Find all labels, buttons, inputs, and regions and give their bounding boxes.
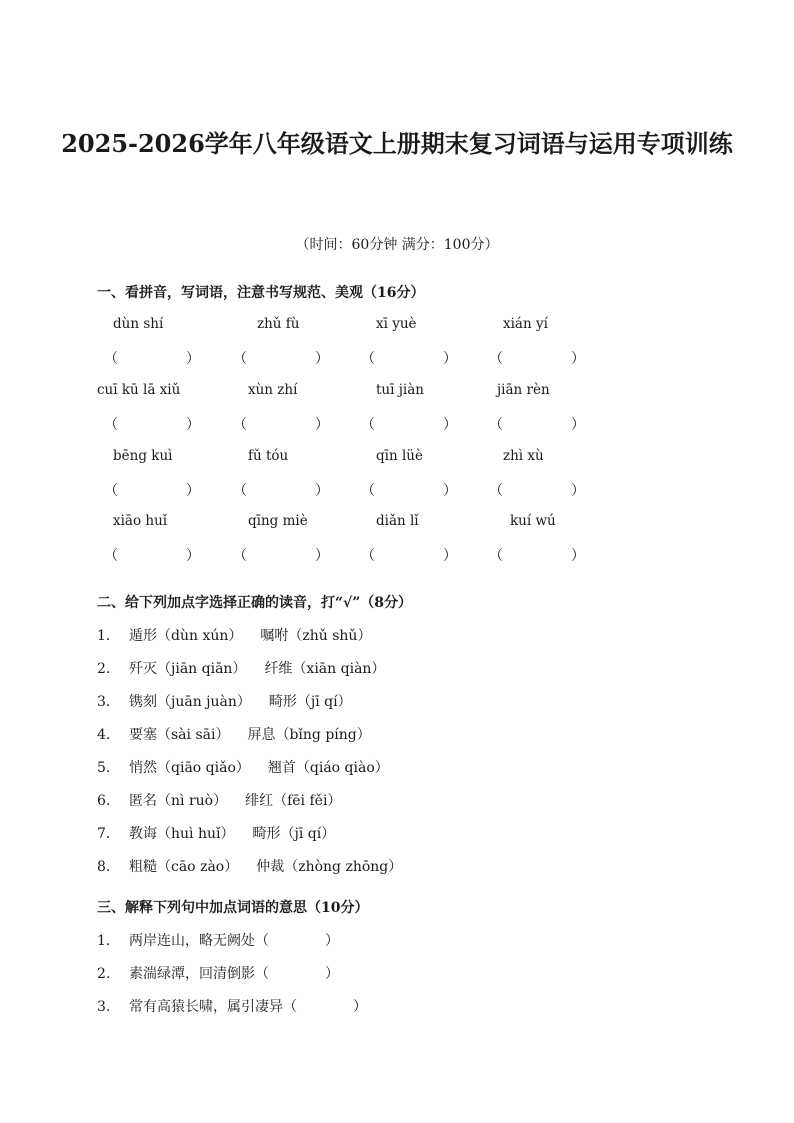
pinyin-prompt: diǎn lǐ — [376, 513, 419, 529]
item-number: 1. — [97, 933, 111, 949]
pinyin-prompt: xī yuè — [376, 316, 417, 332]
pinyin-prompt: bēng kuì — [113, 448, 173, 464]
section3-heading: 三、解释下列句中加点词语的意思（10分） — [97, 900, 369, 916]
close-bracket: ） — [315, 351, 329, 367]
word-b[interactable]: 屏息（bǐng píng） — [247, 727, 371, 743]
pinyin-prompt: dùn shí — [113, 316, 164, 332]
close-bracket: ） — [571, 548, 585, 564]
pinyin-prompt: xián yí — [503, 316, 548, 332]
close-bracket: ） — [443, 417, 457, 433]
item-number: 8. — [97, 859, 111, 875]
close-bracket: ） — [571, 351, 585, 367]
list-item — [97, 790, 341, 810]
list-item — [97, 658, 385, 678]
list-item — [97, 856, 402, 876]
pinyin-prompt: kuí wú — [510, 513, 556, 529]
open-bracket: （ — [104, 483, 118, 499]
sentence-text: 两岸连山，略无阙处（ ） — [129, 933, 339, 949]
list-item — [97, 930, 339, 950]
open-bracket: （ — [104, 548, 118, 564]
close-bracket: ） — [315, 548, 329, 564]
pinyin-prompt: tuī jiàn — [376, 382, 424, 398]
pinyin-prompt: fǔ tóu — [248, 448, 289, 464]
word-b[interactable]: 嘱咐（zhǔ shǔ） — [260, 628, 372, 644]
word-a[interactable]: 要塞（sài sāi） — [129, 727, 230, 743]
list-item — [97, 691, 352, 711]
pinyin-prompt: zhì xù — [503, 448, 544, 464]
close-bracket: ） — [443, 483, 457, 499]
pinyin-prompt: qīn lüè — [376, 448, 423, 464]
item-number: 3. — [97, 694, 111, 710]
open-bracket: （ — [489, 548, 503, 564]
pinyin-prompt: qīng miè — [248, 513, 308, 529]
list-item — [97, 724, 371, 744]
pinyin-prompt: zhǔ fù — [257, 316, 300, 332]
open-bracket: （ — [489, 351, 503, 367]
close-bracket: ） — [571, 417, 585, 433]
open-bracket: （ — [361, 351, 375, 367]
word-a[interactable]: 遁形（dùn xún） — [129, 628, 243, 644]
document-title: 2025-2026学年八年级语文上册期末复习词语与运用专项训练 — [61, 129, 733, 158]
item-number: 7. — [97, 826, 111, 842]
item-number: 6. — [97, 793, 111, 809]
pinyin-prompt: jiān rèn — [497, 382, 550, 398]
close-bracket: ） — [315, 417, 329, 433]
word-a[interactable]: 教诲（huì huǐ） — [129, 826, 235, 842]
section2-heading: 二、给下列加点字选择正确的读音，打“√”（8分） — [97, 595, 413, 611]
pinyin-prompt: xiāo huǐ — [113, 513, 168, 529]
list-item — [97, 757, 389, 777]
close-bracket: ） — [186, 483, 200, 499]
pinyin-prompt: cuī kū lā xiǔ — [97, 382, 181, 398]
pinyin-prompt: xùn zhí — [248, 382, 298, 398]
word-b[interactable]: 畸形（jī qí） — [252, 826, 336, 842]
close-bracket: ） — [186, 548, 200, 564]
open-bracket: （ — [489, 417, 503, 433]
open-bracket: （ — [233, 351, 247, 367]
item-number: 1. — [97, 628, 111, 644]
section1-heading: 一、看拼音，写词语，注意书写规范、美观（16分） — [97, 285, 425, 301]
open-bracket: （ — [361, 483, 375, 499]
item-number: 5. — [97, 760, 111, 776]
sentence-text: 常有高猿长啸，属引凄异（ ） — [129, 999, 367, 1015]
word-b[interactable]: 翘首（qiáo qiào） — [267, 760, 389, 776]
open-bracket: （ — [233, 417, 247, 433]
word-b[interactable]: 畸形（jī qí） — [268, 694, 352, 710]
open-bracket: （ — [104, 417, 118, 433]
close-bracket: ） — [443, 548, 457, 564]
word-b[interactable]: 仲裁（zhòng zhōng） — [256, 859, 403, 875]
item-number: 4. — [97, 727, 111, 743]
open-bracket: （ — [361, 417, 375, 433]
list-item — [97, 996, 367, 1016]
sentence-text: 素湍绿潭，回清倒影（ ） — [129, 966, 339, 982]
list-item — [97, 625, 371, 645]
word-a[interactable]: 悄然（qiāo qiǎo） — [129, 760, 250, 776]
word-a[interactable]: 粗糙（cāo zào） — [129, 859, 239, 875]
word-b[interactable]: 纤维（xiān qiàn） — [264, 661, 386, 677]
open-bracket: （ — [104, 351, 118, 367]
item-number: 2. — [97, 661, 111, 677]
exam-info: （时间：60分钟 满分：100分） — [295, 237, 499, 253]
word-a[interactable]: 匿名（nì ruò） — [129, 793, 228, 809]
list-item — [97, 823, 335, 843]
word-a[interactable]: 歼灭（jiān qiān） — [129, 661, 247, 677]
open-bracket: （ — [489, 483, 503, 499]
close-bracket: ） — [186, 417, 200, 433]
item-number: 2. — [97, 966, 111, 982]
close-bracket: ） — [315, 483, 329, 499]
close-bracket: ） — [186, 351, 200, 367]
open-bracket: （ — [233, 483, 247, 499]
list-item — [97, 963, 339, 983]
word-b[interactable]: 绯红（fēi fěi） — [245, 793, 342, 809]
close-bracket: ） — [443, 351, 457, 367]
word-a[interactable]: 镌刻（juān juàn） — [129, 694, 251, 710]
open-bracket: （ — [361, 548, 375, 564]
item-number: 3. — [97, 999, 111, 1015]
close-bracket: ） — [571, 483, 585, 499]
open-bracket: （ — [233, 548, 247, 564]
